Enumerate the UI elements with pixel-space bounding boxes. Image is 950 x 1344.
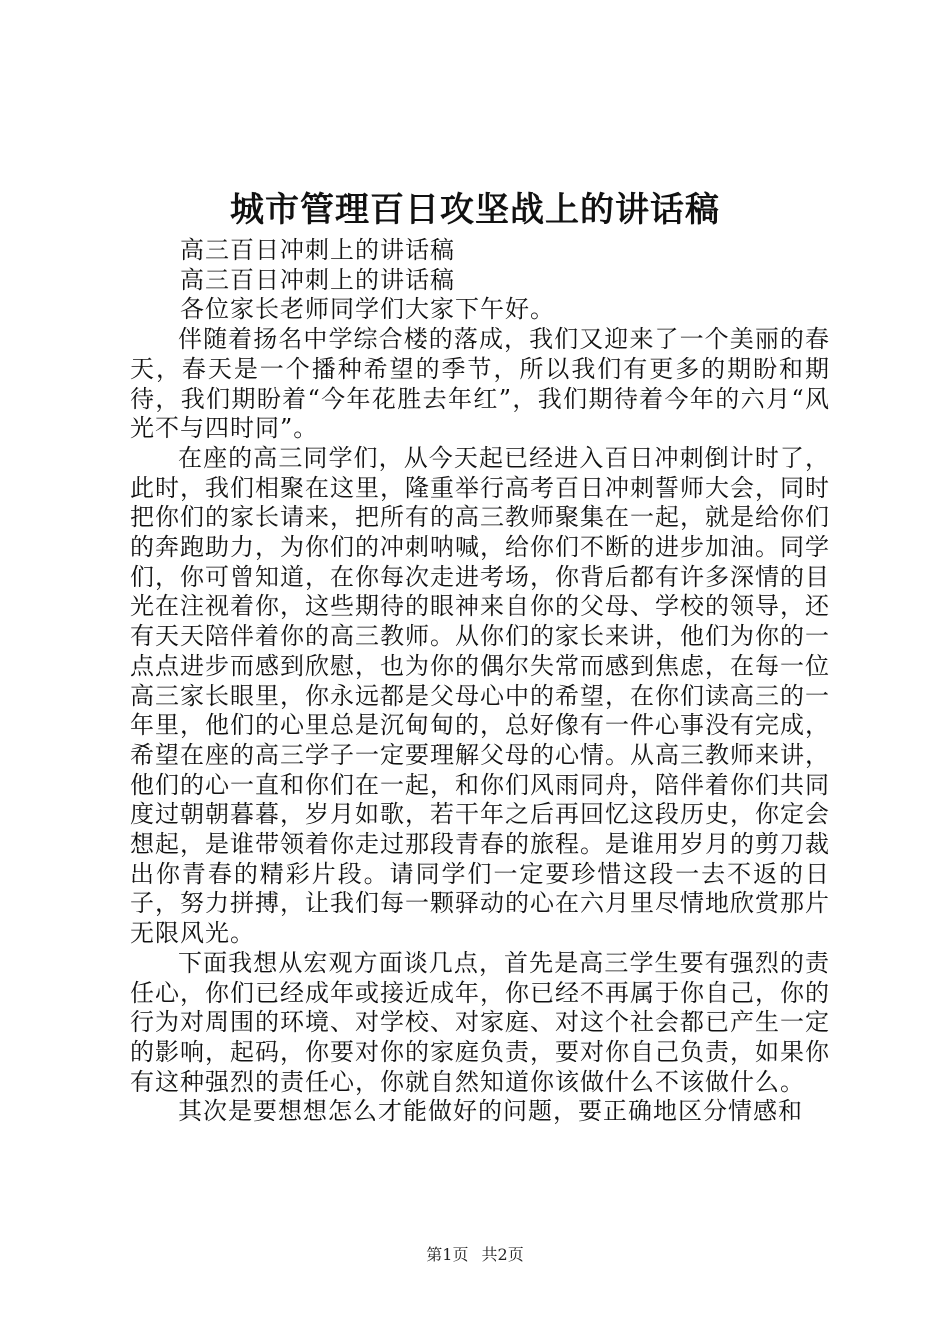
- page-number: 第1页: [426, 1245, 469, 1264]
- document-body: [130, 236, 830, 1127]
- paragraph-subtitle-2: 高三百日冲刺上的讲话稿: [180, 265, 455, 294]
- paragraph-countdown: 在座的高三同学们，从今天起已经进入百日冲刺倒计时了，此时，我们相聚在这里，隆重举行高考百日冲刺誓师大会，同时把你们的家长请来，把所有的高三教师聚集在一起，就是给你们的奔跑助力，为你们的冲刺呐喊，给你们不断的进步加油。同学们，你可曾知道，在你每次走进考场，你背后都有许多深情的目光在注视着你，这些期待的眼神来自你的父母、学校的领导，还有天天陪伴着你的高三教师。从你们的家长来讲，他们为你的一点点进步而感到欣慰，也为你的偶尔失常而感到焦虑，在每一位高三家长眼里，你永远都是父母心中的希望，在你们读高三的一年里，他们的心里总是沉甸甸的，总好像有一件心事没有完成，希望在座的高三学子一定要理解父母的心情。从高三教师来讲，他们的心一直和你们在一起，和你们风雨同舟，陪伴着你们共同度过朝朝暮暮，岁月如歌，若干年之后再回忆这段历史，你定会想起，是谁带领着你走过那段青春的旅程。是谁用岁月的剪刀裁出你青春的精彩片段。请同学们一定要珍惜这段一去不返的日子，努力拼搏，让我们每一颗驿动的心在六月里尽情地欣赏那片无限风光。: [130, 443, 830, 948]
- paragraph-next: 其次是要想想怎么才能做好的问题，要正确地区分情感和: [178, 1097, 803, 1126]
- paragraph-spring: 伴随着扬名中学综合楼的落成，我们又迎来了一个美丽的春天，春天是一个播种希望的季节，所以我们有更多的期盼和期待，我们期盼着“今年花胜去年红”，我们期待着今年的六月“风光不与四时同”。: [130, 325, 830, 443]
- paragraph-greeting: 各位家长老师同学们大家下午好。: [180, 295, 555, 324]
- page-total: 共2页: [481, 1245, 524, 1264]
- paragraph-subtitle-1: 高三百日冲刺上的讲话稿: [180, 236, 455, 264]
- document-title: 城市管理百日攻坚战上的讲话稿: [230, 190, 720, 230]
- page-footer: [0, 1244, 950, 1266]
- paragraph-responsibility: 下面我想从宏观方面谈几点，首先是高三学生要有强烈的责任心，你们已经成年或接近成年，你已经不再属于你自己，你的行为对周围的环境、对学校、对家庭、对这个社会都已产生一定的影响，起码，你要对你的家庭负责，要对你自己负责，如果你有这种强烈的责任心，你就自然知道你该做什么不该做什么。: [130, 948, 830, 1096]
